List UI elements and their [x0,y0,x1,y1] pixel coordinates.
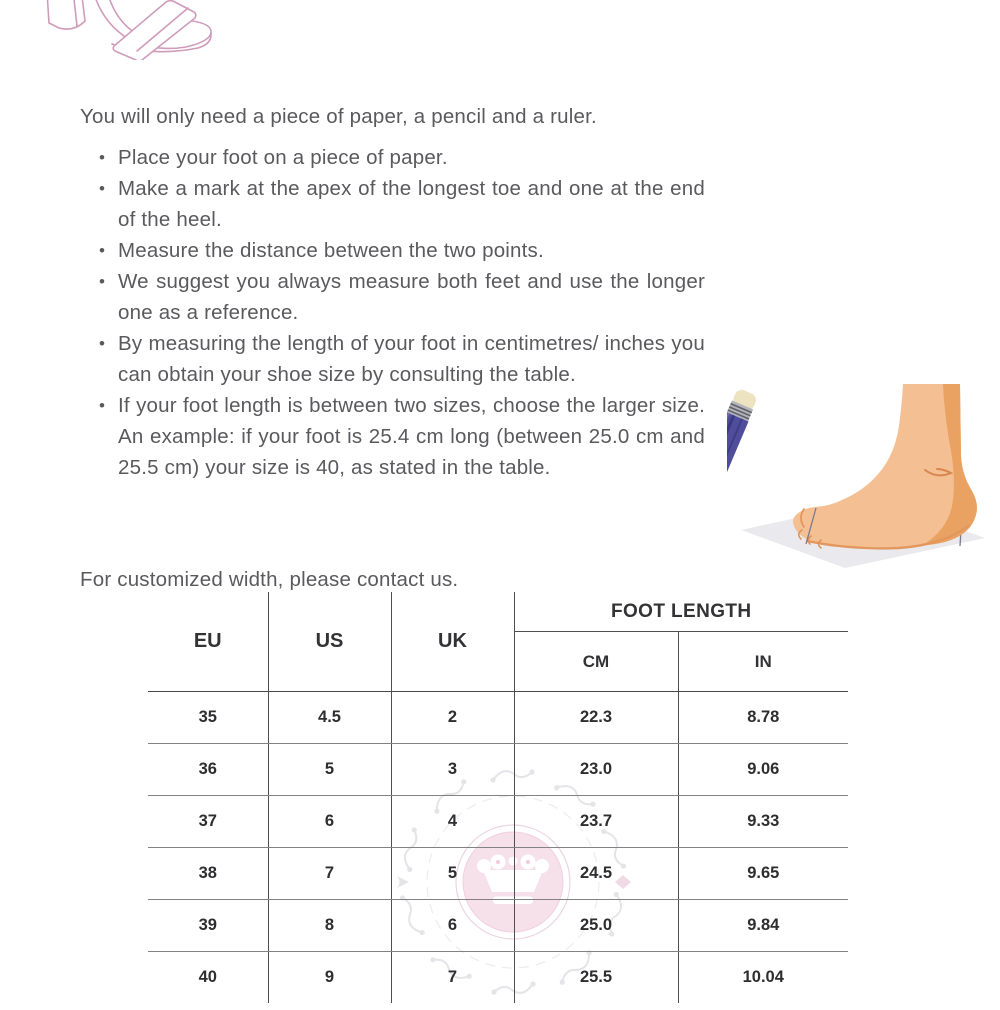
instruction-item: • We suggest you always measure both feet and use the longer one as a reference. [97,266,705,328]
cell-cm: 24.5 [514,848,678,900]
col-header-cm: CM [514,632,678,692]
cell-us: 5 [268,744,391,796]
instruction-item: • By measuring the length of your foot in centimetres/ inches you can obtain your shoe size by consulting the table. [97,328,705,390]
cell-in: 8.78 [678,692,848,744]
col-header-in: IN [678,632,848,692]
col-header-uk: UK [391,592,514,692]
cell-uk: 5 [391,848,514,900]
instruction-item: • Measure the distance between the two points. [97,235,705,266]
intro-text: You will only need a piece of paper, a pencil and a ruler. [80,104,597,128]
cell-eu: 37 [148,796,268,848]
cell-us: 9 [268,952,391,1004]
cell-eu: 38 [148,848,268,900]
cell-eu: 36 [148,744,268,796]
cell-uk: 7 [391,952,514,1004]
cell-eu: 39 [148,900,268,952]
cell-uk: 4 [391,796,514,848]
cell-cm: 23.7 [514,796,678,848]
instruction-item: • If your foot length is between two sizes, choose the larger size. An example: if your foot is 25.4 cm long (between 25.0 cm and 25.5 cm) your size is 40, as stated in the table. [97,390,705,483]
table-row [148,848,848,900]
table-row [148,900,848,952]
cell-uk: 2 [391,692,514,744]
cell-in: 9.06 [678,744,848,796]
cell-in: 9.33 [678,796,848,848]
table-row [148,744,848,796]
col-header-foot-length: FOOT LENGTH [514,592,848,632]
cell-us: 4.5 [268,692,391,744]
size-conversion-table [148,592,848,1003]
instruction-list [97,142,705,483]
cell-cm: 23.0 [514,744,678,796]
col-header-us: US [268,592,391,692]
cell-uk: 3 [391,744,514,796]
cell-eu: 35 [148,692,268,744]
table-row [148,796,848,848]
cell-cm: 25.5 [514,952,678,1004]
cell-uk: 6 [391,900,514,952]
cell-eu: 40 [148,952,268,1004]
cell-us: 6 [268,796,391,848]
cell-us: 7 [268,848,391,900]
cell-cm: 25.0 [514,900,678,952]
col-header-eu: EU [148,592,268,692]
table-row [148,692,848,744]
cell-in: 9.65 [678,848,848,900]
cell-cm: 22.3 [514,692,678,744]
cell-in: 10.04 [742,968,784,986]
pencil-measuring-foot-icon [727,378,999,573]
instruction-item: • Make a mark at the apex of the longest toe and one at the end of the heel. [97,173,705,235]
cell-us: 8 [268,900,391,952]
instruction-item: • Place your foot on a piece of paper. [97,142,705,173]
heel-sandal-sketch-icon [28,0,218,60]
table-row [148,952,848,1004]
cell-in: 9.84 [678,900,848,952]
customized-width-note: For customized width, please contact us. [80,567,459,591]
